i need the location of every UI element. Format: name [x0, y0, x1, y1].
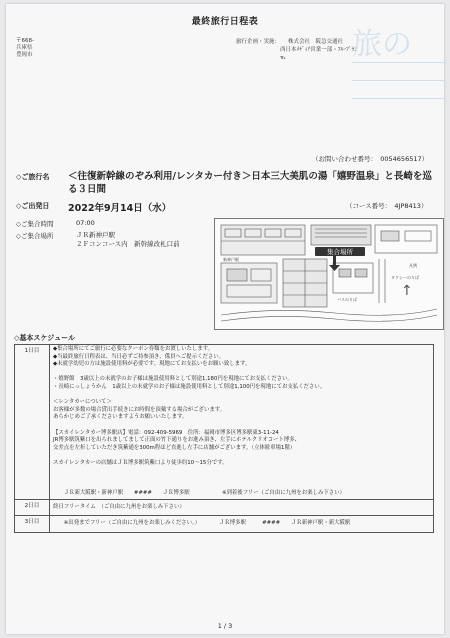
schedule-line: 交差点を左折していただき筑紫通を300m程ほど直進し左手に店舗がございます。（立体駐車場1階） — [53, 444, 296, 451]
inquiry-number: （お問い合わせ番号： 0054656517） — [312, 155, 429, 163]
schedule-day: 1日目 — [15, 345, 50, 500]
map-north-marker: ↑ — [401, 283, 413, 299]
schedule-detail — [50, 516, 434, 533]
schedule-detail — [50, 499, 434, 516]
map-label-legend: 凡例 — [409, 263, 417, 268]
schedule-detail — [50, 345, 434, 500]
schedule-heading: ◇基本スケジュール — [14, 334, 75, 342]
watermark-text: 旅の — [352, 28, 412, 62]
agency-department: 西日本ﾒﾃﾞｨｱ営業一部・ﾌﾙｰﾌﾞﾗﾝ — [280, 47, 358, 53]
course-number: （コース番号： 4JP8413） — [346, 202, 428, 210]
map-label-taxi: タクシーのりば — [391, 275, 419, 280]
schedule-line: JR博多駅筑紫口を出られましてまして正面の竹下通りをお進み頂き、左手にホテルクリオコート博多、 — [53, 437, 301, 444]
meeting-place-line: ２Ｆコンコース内 新幹線改札口前 — [76, 240, 180, 248]
schedule-line: 終日フリータイム （ご自由に九州をお楽しみ下さい） — [53, 503, 185, 510]
schedule-table — [14, 344, 434, 533]
agency-tel: ℡ — [280, 55, 286, 61]
brand-watermark — [352, 28, 444, 114]
schedule-row — [15, 516, 434, 533]
schedule-line: ◆集合場所にてご旅行に必要なクーポン券類をお渡しいたします。 — [53, 346, 214, 352]
schedule-line: ・嬉野館 3歳以上の未就学のお子様は施設使用料として別途1,180円を現地にてお支払ください。 — [53, 376, 293, 383]
schedule-line: ◆未就学幼児の方は施設使用料が必要です。現地にてお支払いをお願い致します。 — [53, 361, 251, 368]
agency-label: 旅行企画・実施： — [236, 39, 281, 45]
schedule-day: 2日目 — [15, 499, 50, 516]
agency-block — [236, 38, 357, 62]
schedule-line: ・長崎にっしょうかん 1歳以上の未就学のお子様は施設使用料として別途1,100円を現地にてお支払ください。 — [53, 383, 326, 390]
departure-date: 2022年9月14日（水） — [68, 203, 172, 214]
meeting-place — [76, 231, 180, 249]
agency-company: 株式会社 阪急交通社 — [288, 39, 344, 45]
schedule-line: あらかじめご了承くださいますようお願いいたします。 — [53, 414, 188, 421]
document-title: 最終旅行日程表 — [191, 17, 259, 27]
schedule-line — [53, 422, 430, 430]
schedule-line: ◆当最終旅行日程表は、当日必ずご持参頂き、係員へご提示ください。 — [53, 353, 225, 360]
station-map-drawing — [215, 219, 443, 329]
meeting-place-label: ◇ご集合場所 — [16, 232, 54, 240]
map-label-station: 新神戸駅 — [223, 257, 239, 262]
address-line: 〒668- — [16, 38, 34, 44]
schedule-line: スカイレンタカーの店舗はＪＲ博多駅筑紫口より徒歩約10～15分です。 — [53, 459, 228, 466]
schedule-line: お客様が多数の場合貸出手続きにお時間を頂戴する場合がございます。 — [53, 406, 226, 413]
address-line: 兵庫県 — [16, 45, 33, 51]
page-number: 1 / 3 — [217, 622, 233, 630]
schedule-day: 3日目 — [15, 516, 50, 533]
schedule-line: 【スカイレンタカー博多駅店】電話：092-409-5969 住所：福岡市博多区博多駅東3-11-24 — [53, 429, 279, 436]
schedule-line — [53, 475, 430, 483]
customer-address — [16, 38, 34, 59]
meeting-time-label: ◇ご集合時間 — [16, 220, 54, 228]
departure-label: ◇ご出発日 — [16, 202, 50, 210]
map-label-bus: バスのりば — [337, 297, 357, 302]
schedule-line: ＪＲ新大阪駅・新神戸駅 #### ＪＲ博多駅 ※到着後フリー（ご自由に九州をお楽しみ下さい） — [53, 490, 345, 497]
meeting-place-line: ＪＲ新神戸駅 — [76, 231, 115, 239]
meeting-time: 07:00 — [76, 219, 95, 227]
schedule-line — [53, 468, 430, 476]
tour-name-label: ◇ご旅行名 — [16, 173, 50, 181]
schedule-line: ※出発までフリー（ご自由に九州をお楽しみください。） ＪＲ博多駅 #### ＪＲ新神戸駅・新大阪駅 — [53, 520, 351, 527]
schedule-line: ＜レンタカーについて＞ — [53, 399, 112, 406]
schedule-row — [15, 499, 434, 516]
tour-name: ＜往復新幹線のぞみ利用/レンタカー付き＞日本三大美肌の湯「嬉野温泉」と長崎を巡る３日間 — [68, 171, 432, 195]
schedule-line — [53, 452, 430, 460]
station-map — [214, 218, 444, 330]
address-line: 豊岡市 — [16, 52, 33, 58]
meeting-place-marker: 集合場所 — [327, 248, 353, 256]
schedule-row — [15, 345, 434, 500]
